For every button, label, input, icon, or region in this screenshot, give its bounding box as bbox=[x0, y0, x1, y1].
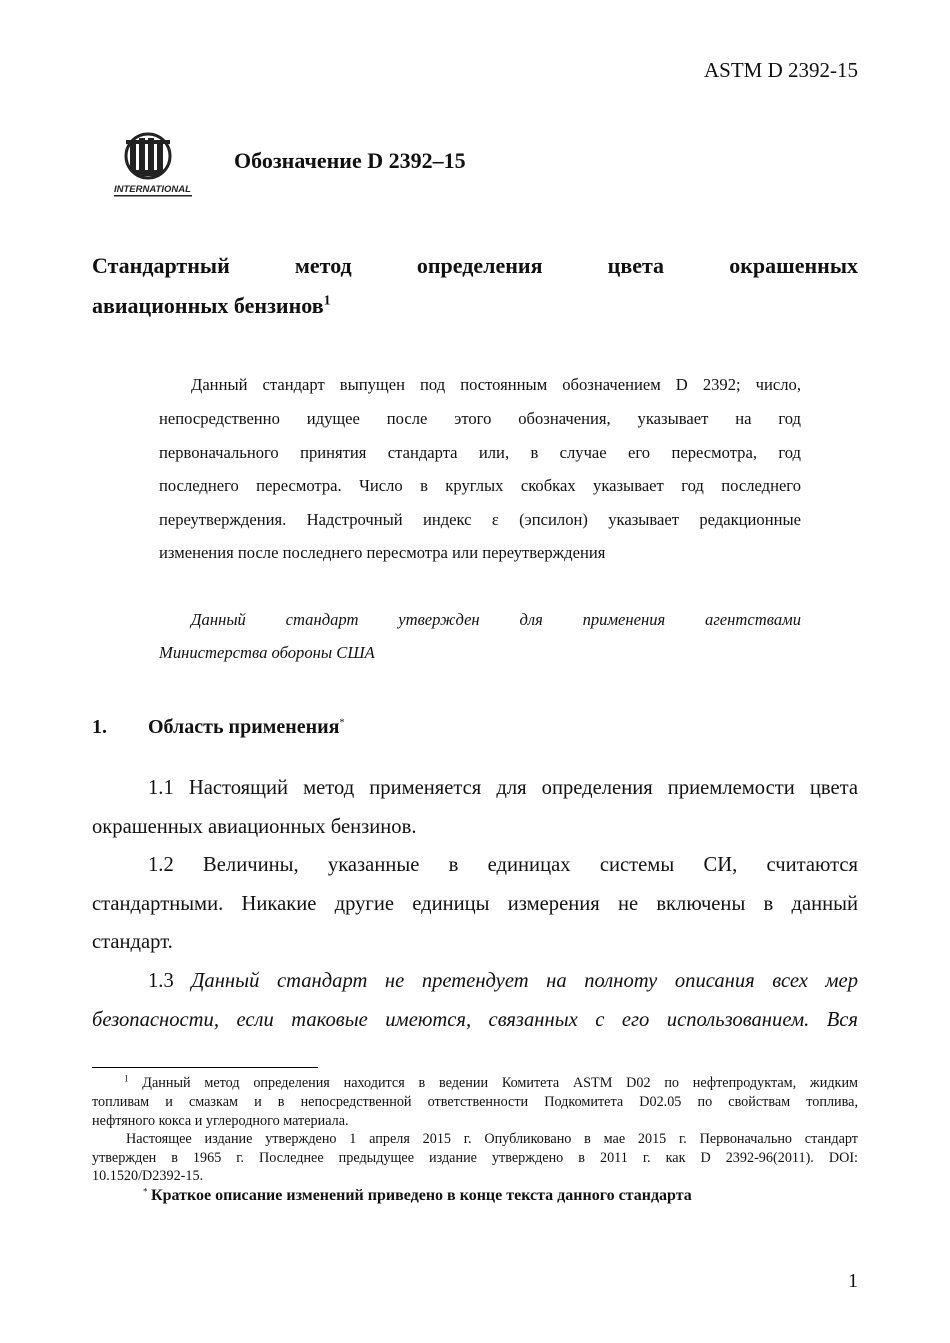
paragraph-line: стандартными. Никакие другие единицы измерения не включены в данный bbox=[92, 893, 858, 915]
approval-line: Министерства обороны США bbox=[159, 643, 375, 662]
document-designation: Обозначение D 2392–15 bbox=[234, 148, 466, 173]
approval-block bbox=[159, 610, 801, 670]
preamble-line: первоначального принятия стандарта или, в случае его пересмотра, год bbox=[159, 443, 801, 462]
footnote-line bbox=[143, 1187, 858, 1205]
document-id: ASTM D 2392-15 bbox=[703, 58, 858, 82]
footnote-line: нефтяного кокса и углеродного материала. bbox=[92, 1113, 349, 1129]
preamble-line: непосредственно идущее после этого обозначения, указывает на год bbox=[159, 409, 801, 428]
footnote-divider bbox=[92, 1067, 318, 1068]
paragraph-line bbox=[92, 970, 858, 993]
title-line-2-text: авиационных бензинов bbox=[92, 293, 324, 318]
astm-logo-icon bbox=[112, 126, 196, 200]
paragraph-line: 1.2 Величины, указанные в единицах системы СИ, считаются bbox=[148, 854, 858, 876]
footnote-star-text: Краткое описание изменений приведено в конце текста данного стандарта bbox=[151, 1187, 692, 1204]
preamble-line: изменения после последнего пересмотра или переутверждения bbox=[159, 543, 606, 562]
preamble-line: Данный стандарт выпущен под постоянным обозначением D 2392; число, bbox=[191, 375, 801, 394]
paragraph-number: 1.3 bbox=[148, 970, 192, 992]
paragraph-line: безопасности, если таковые имеются, связанных с его использованием. Вся bbox=[92, 1009, 858, 1031]
footnote-line: Настоящее издание утверждено 1 апреля 2015 г. Опубликовано в мае 2015 г. Первоначально стандарт bbox=[126, 1131, 858, 1147]
preamble-line: последнего пересмотра. Число в круглых скобках указывает год последнего bbox=[159, 476, 801, 495]
title-line-2 bbox=[92, 293, 858, 319]
footnote-mark: 1 bbox=[124, 1073, 129, 1084]
preamble-block bbox=[159, 375, 801, 575]
footnote-line: утвержден в 1965 г. Последнее предыдущее издание утверждено в 2011 г. как D 2392-96(2011). DOI: bbox=[92, 1150, 858, 1166]
footnote-star: * bbox=[143, 1186, 148, 1197]
approval-line: Данный стандарт утвержден для применения агентствами bbox=[191, 610, 801, 629]
footnote-line: 10.1520/D2392-15. bbox=[92, 1168, 204, 1184]
section-title-text: Область применения bbox=[148, 716, 340, 738]
section-number: 1. bbox=[92, 716, 107, 738]
page-number: 1 bbox=[848, 1270, 858, 1292]
title-line-1: Стандартный метод определения цвета окрашенных bbox=[92, 253, 858, 278]
paragraph-line: 1.1 Настоящий метод применяется для определения приемлемости цвета bbox=[148, 777, 858, 799]
paragraph-line: стандарт. bbox=[92, 931, 173, 953]
title-footnote-mark: 1 bbox=[323, 293, 331, 309]
footnote-line: топливам и смазкам и в непосредственной ответственности Подкомитета D02.05 по свойствам топлива, bbox=[92, 1094, 858, 1110]
footnote-text: Данный метод определения находится в ведении Комитета ASTM D02 по нефтепродуктам, жидким bbox=[142, 1075, 859, 1091]
section-title-mark: * bbox=[339, 717, 345, 729]
section-title bbox=[148, 716, 345, 739]
footnote-line bbox=[92, 1075, 858, 1092]
paragraph-text: Данный стандарт не претендует на полноту описания всех мер bbox=[191, 970, 858, 992]
astm-international-logo bbox=[112, 126, 196, 200]
logo-caption: INTERNATIONAL bbox=[114, 184, 191, 195]
paragraph-line: окрашенных авиационных бензинов. bbox=[92, 816, 417, 838]
preamble-line: переутверждения. Надстрочный индекс ε (эпсилон) указывает редакционные bbox=[159, 510, 801, 529]
